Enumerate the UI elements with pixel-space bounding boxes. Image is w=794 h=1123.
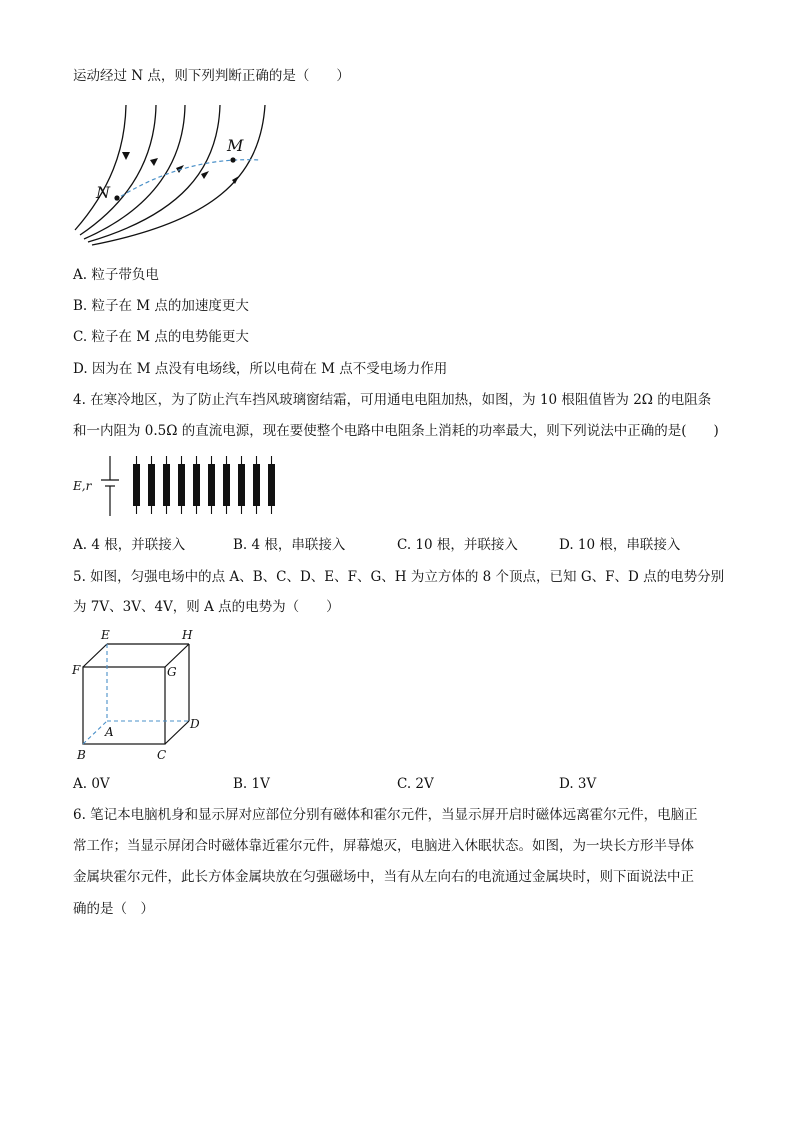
q4-option-b: B. 4 根，串联接入 [233,537,346,553]
vertex-e: E [101,628,110,642]
resistor-strip [193,464,200,506]
resistor-strip [148,464,155,506]
q3-stem-tail: 运动经过 N 点，则下列判断正确的是（ ） [73,68,350,84]
q3-option-b: B. 粒子在 M 点的加速度更大 [73,298,249,314]
q6-stem-line3: 金属块霍尔元件，此长方体金属块放在匀强磁场中，当有从左向右的电流通过金属块时，则下面说法中正 [73,869,694,885]
battery-symbol [101,456,119,516]
q4-option-d: D. 10 根，串联接入 [559,537,681,553]
q4-stem-line2: 和一内阻为 0.5Ω 的直流电源，现在要使整个电路中电阻条上消耗的功率最大，则下列说法中正确的是( ) [73,423,719,439]
q5-stem-line1: 5. 如图，匀强电场中的点 A、B、C、D、E、F、G、H 为立方体的 8 个顶点，已知 G、F、D 点的电势分别 [73,569,725,585]
resistor-strips [133,456,275,514]
resistor-strip [178,464,185,506]
label-m: M [227,136,244,155]
label-n: N [96,183,110,202]
resistor-strip [268,464,275,506]
q6-stem-line4: 确的是（ ） [73,901,154,917]
q4-option-a: A. 4 根，并联接入 [73,537,186,553]
q3-option-c: C. 粒子在 M 点的电势能更大 [73,329,249,345]
q5-option-b: B. 1V [233,776,270,792]
q3-option-d: D. 因为在 M 点没有电场线，所以电荷在 M 点不受电场力作用 [73,361,448,377]
electric-field-lines-figure [70,100,270,245]
resistor-strip [253,464,260,506]
vertex-g: G [167,665,177,679]
q5-option-c: C. 2V [397,776,434,792]
q3-option-a: A. 粒子带负电 [73,267,159,283]
q5-option-a: A. 0V [73,776,110,792]
vertex-a: A [105,725,114,739]
vertex-f: F [72,663,81,677]
vertex-h: H [182,628,193,642]
q5-stem-line2: 为 7V、3V、4V，则 A 点的电势为（ ） [73,599,340,615]
source-label: E,r [73,479,92,493]
q5-option-d: D. 3V [559,776,597,792]
resistor-strip [163,464,170,506]
resistor-strip [133,464,140,506]
q4-option-c: C. 10 根，并联接入 [397,537,518,553]
particle-trajectory [115,160,260,200]
point-n [114,195,119,200]
q6-stem-line2: 常工作；当显示屏闭合时磁体靠近霍尔元件，屏幕熄灭，电脑进入休眠状态。如图，为一块长方形半导体 [73,838,694,854]
point-m [230,157,235,162]
vertex-b: B [77,748,86,762]
q6-stem-line1: 6. 笔记本电脑机身和显示屏对应部位分别有磁体和霍尔元件，当显示屏开启时磁体远离霍尔元件，电脑正 [73,807,698,823]
vertex-c: C [157,748,167,762]
resistor-strip [208,464,215,506]
cube-figure [70,625,210,765]
vertex-d: D [190,717,200,731]
resistor-strip [238,464,245,506]
resistor-strips-figure [70,452,290,522]
resistor-strip [223,464,230,506]
q4-stem-line1: 4. 在寒冷地区，为了防止汽车挡风玻璃窗结霜，可用通电电阻加热，如图，为 10 根阻值皆为 2Ω 的电阻条 [73,392,712,408]
